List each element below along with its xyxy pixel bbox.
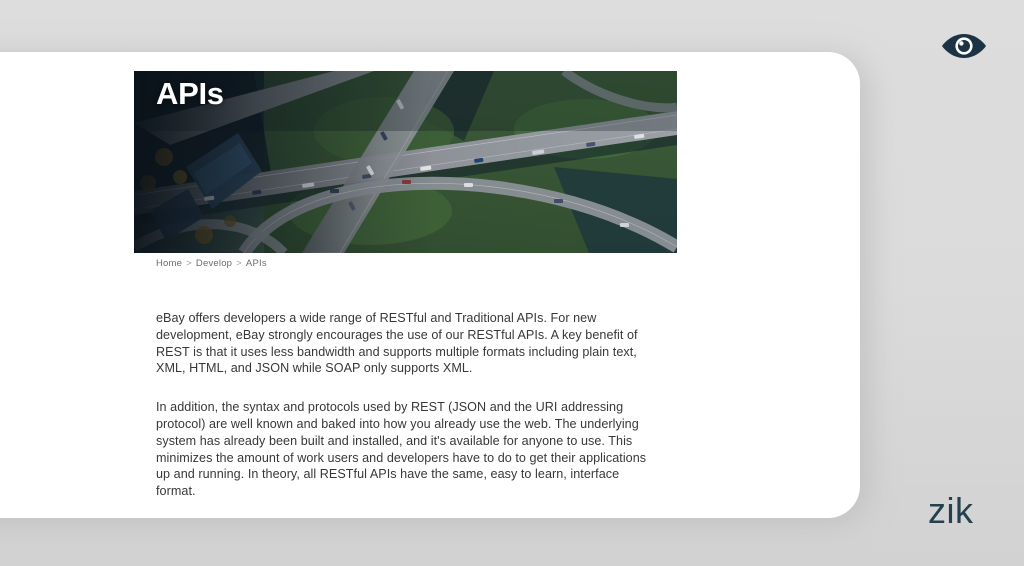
article-body [156, 310, 662, 500]
hero-banner [134, 71, 677, 253]
breadcrumb-item-develop[interactable]: Develop [195, 258, 233, 269]
breadcrumb [156, 258, 267, 269]
paragraph-details: In addition, the syntax and protocols used by REST (JSON and the URI addressing protocol) are well known and baked into how you already use the web. The underlying system has already been built and installed, and it's available for anyone to use. This minimizes the amount of work users and developers have to do to get their applications up and running. In theory, all RESTful APIs have the same, easy to learn, interface format. [156, 400, 647, 499]
breadcrumb-item-home[interactable]: Home [156, 258, 183, 269]
eye-icon [941, 31, 987, 61]
breadcrumb-separator: > [236, 258, 242, 269]
page-card [0, 52, 860, 518]
hero-title: APIs [156, 76, 224, 111]
breadcrumb-separator: > [186, 258, 192, 269]
zik-wordmark: zik [928, 490, 974, 531]
eye-icon-glyph [941, 31, 987, 61]
breadcrumb-item-apis: APIs [245, 258, 267, 269]
paragraph-intro: eBay offers developers a wide range of RESTful and Traditional APIs. For new development, eBay strongly encourages the use of our RESTful APIs. A key benefit of REST is that it uses less bandwidth and supports multiple formats including plain text, XML, HTML, and JSON while SOAP only supports XML. [156, 311, 638, 376]
